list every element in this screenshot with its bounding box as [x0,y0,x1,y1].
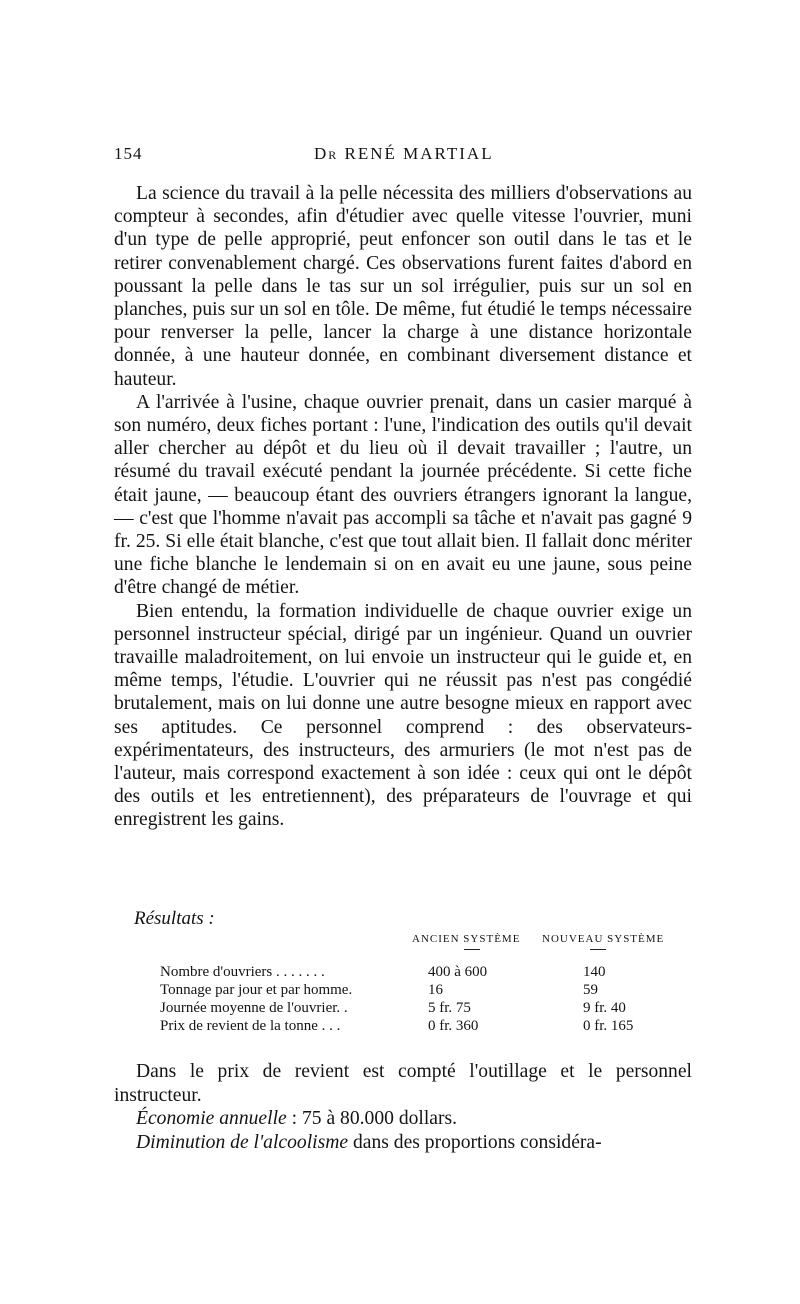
table-rows [160,963,680,1035]
economy-value: : 75 à 80.000 dollars. [286,1108,458,1129]
new-value: 140 [583,964,606,980]
table-row [160,963,680,981]
column-divider [464,949,480,950]
row-label: Journée moyenne de l'ouvrier. . [160,1000,348,1016]
old-value: 0 fr. 360 [428,1018,479,1034]
old-value: 16 [428,982,443,998]
paragraph: Bien entendu, la formation individuelle de chaque ouvrier exige un personnel instructeur spécial, dirigé par un ingénieur. Quand un ouvrier travaille maladroitement, on lui envoie un instructeur qui le guide et, en même temps, l'étudie. L'ouvrier qui ne réussit pas n'est pas congédié brutalement, mais on lui donne une autre besogne mieux en rapport avec ses aptitudes. Ce personnel comprend : des observateurs-expérimentateurs, des instructeurs, des armuriers (le mot n'est pas de l'auteur, mais correspond exactement à son idée : ceux qui ont le dépôt des outils et les entretiennent), des préparateurs de l'ouvrage et qui enregistrent les gains. [114,600,692,831]
column-header-old-system: ANCIEN SYSTÈME [412,933,521,945]
diminution-label: Diminution de l'alcoolisme [136,1131,349,1153]
running-title: Dr RENÉ MARTIAL [314,144,494,163]
row-label: Prix de revient de la tonne . . . [160,1018,341,1034]
diminution-line [114,1131,692,1155]
table-row [160,981,680,999]
cost-sentence: Dans le prix de revient est compté l'outillage et le personnel instructeur. [114,1061,692,1106]
diminution-text: dans des proportions considéra- [348,1131,602,1153]
column-header-new-system: NOUVEAU SYSTÈME [542,933,665,945]
economy-label: Économie annuelle [136,1108,287,1129]
body-text [114,182,692,832]
new-value: 59 [583,982,598,998]
economy-line [114,1107,692,1131]
table-row [160,1017,680,1035]
row-label: Tonnage par jour et par homme. [160,982,353,998]
table-row [160,999,680,1017]
row-label: Nombre d'ouvriers . . . . . . . [160,964,325,980]
column-divider [590,949,606,950]
new-value: 9 fr. 40 [583,1000,626,1016]
closing-text [114,1060,692,1154]
new-value: 0 fr. 165 [583,1018,634,1034]
running-head [114,140,692,170]
page-number: 154 [114,144,143,163]
old-value: 5 fr. 75 [428,1000,471,1016]
paragraph: La science du travail à la pelle nécessita des milliers d'observations au compteur à secondes, afin d'étudier avec quelle vitesse l'ouvrier, muni d'un type de pelle approprié, peut enfoncer son outil dans le tas et le retirer convenablement chargé. Ces observations furent faites d'abord en poussant la pelle dans le tas sur un sol irrégulier, puis sur un sol en planches, puis sur un sol en tôle. De même, fut étudié le temps nécessaire pour renverser la pelle, lancer la charge à une distance horizontale donnée, à une hauteur donnée, en combinant diversement distance et hauteur. [114,183,692,390]
old-value: 400 à 600 [428,964,488,980]
paragraph: A l'arrivée à l'usine, chaque ouvrier prenait, dans un casier marqué à son numéro, deux fiches portant : l'une, l'indication des outils qu'il devait aller chercher au dépôt et du lieu où il devait travailler ; l'autre, un résumé du travail exécuté pendant la journée précédente. Si cette fiche était jaune, — beaucoup étant des ouvriers étrangers ignorant la langue, — c'est que l'homme n'avait pas accompli sa tâche et n'avait pas gagné 9 fr. 25. Si elle était blanche, c'est que tout allait bien. Il fallait donc mériter une fiche blanche le lendemain si on en avait eu une jaune, sous peine d'être changé de métier. [114,391,692,599]
results-label: Résultats : [134,908,215,929]
